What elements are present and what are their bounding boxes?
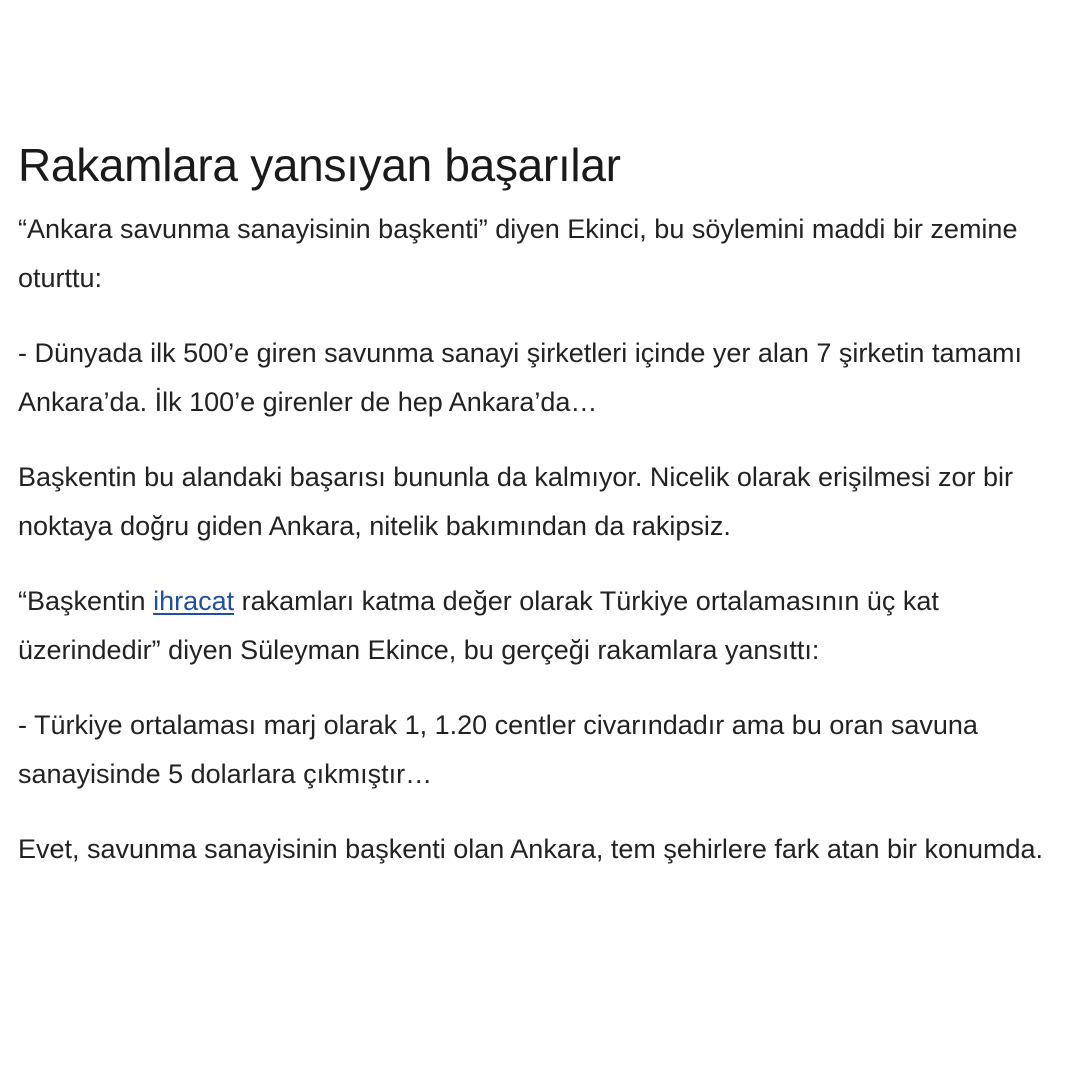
- ihracat-link[interactable]: ihracat: [153, 586, 235, 617]
- paragraph-margin-figures: - Türkiye ortalaması marj olarak 1, 1.20 centler civarındadır ama bu oran savuna sanayisinde 5 dolarlara çıkmıştır…: [18, 710, 978, 790]
- paragraph-export-quote-end: rakamları katma değer olarak Türkiye ortalamasının üç kat üzerindedir” diyen Süleyman Ekince, bu gerçeği rakamlara yansıttı:: [18, 586, 939, 666]
- paragraph-ekinci-quote: “Ankara savunma sanayisinin başkenti” diyen Ekinci, bu söylemini maddi bir zemine oturttu:: [18, 214, 1018, 294]
- paragraph-conclusion: Evet, savunma sanayisinin başkenti olan Ankara, tem şehirlere fark atan bir konumda.: [18, 834, 1044, 865]
- paragraph-top-500-companies: - Dünyada ilk 500’e giren savunma sanayi şirketleri içinde yer alan 7 şirketin tamamı Ankara’da. İlk 100’e girenler de hep Ankara’da…: [18, 338, 1022, 418]
- paragraph-capital-success: Başkentin bu alandaki başarısı bununla da kalmıyor. Nicelik olarak erişilmesi zor bir noktaya doğru giden Ankara, nitelik bakımından da rakipsiz.: [18, 462, 1013, 542]
- paragraph-export-quote: [18, 577, 1064, 675]
- paragraph-export-quote-start: “Başkentin: [18, 586, 154, 617]
- article-section: [18, 138, 1064, 874]
- section-heading: Rakamlara yansıyan başarılar: [18, 139, 621, 191]
